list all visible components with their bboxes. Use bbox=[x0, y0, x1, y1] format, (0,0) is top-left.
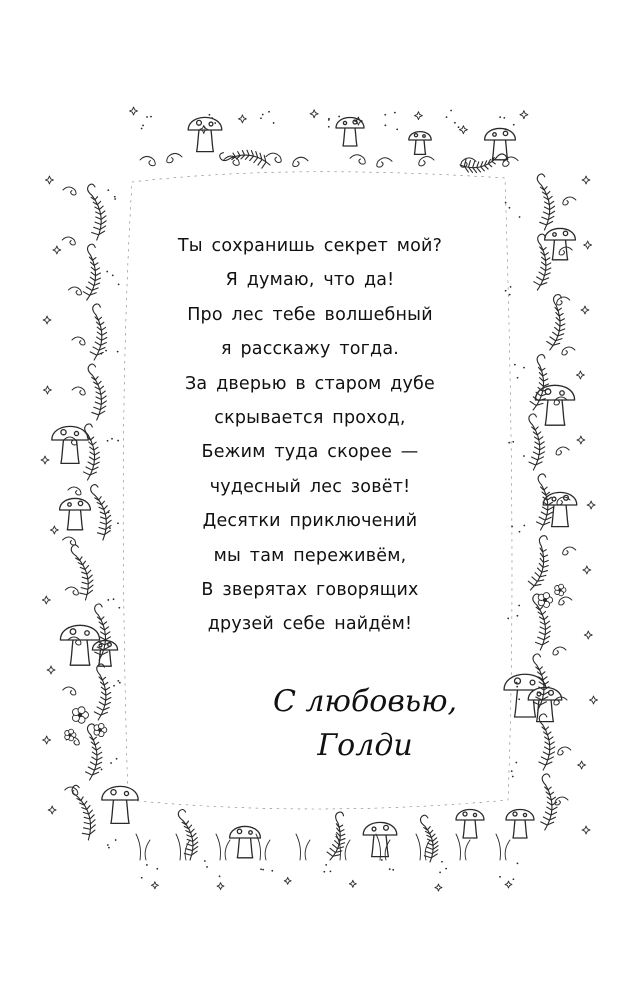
curl-drawing bbox=[68, 487, 81, 495]
star-drawing bbox=[587, 501, 595, 509]
poem-line: скрывается проход, bbox=[214, 407, 406, 428]
star-drawing bbox=[238, 115, 246, 123]
dot-drawing bbox=[117, 522, 119, 524]
star-drawing bbox=[41, 456, 49, 464]
grass-drawing bbox=[136, 834, 150, 860]
curl-drawing bbox=[72, 387, 85, 395]
dot-drawing bbox=[114, 198, 116, 200]
star-drawing bbox=[50, 526, 58, 534]
fern-drawing bbox=[86, 183, 108, 241]
dot-drawing bbox=[107, 844, 109, 846]
dot-drawing bbox=[441, 861, 443, 863]
mushroom-drawing bbox=[188, 117, 222, 151]
curl-drawing bbox=[350, 155, 365, 164]
curl-drawing bbox=[562, 347, 575, 355]
curl-drawing bbox=[559, 597, 572, 605]
dot-drawing bbox=[106, 271, 108, 273]
poem-line: чудесный лес зовёт! bbox=[209, 476, 411, 497]
grass-drawing bbox=[496, 834, 510, 860]
fern-drawing bbox=[546, 294, 570, 352]
dot-drawing bbox=[517, 862, 519, 864]
fern-drawing bbox=[528, 414, 545, 470]
poem-line: За дверью в старом дубе bbox=[184, 373, 435, 394]
fern-drawing bbox=[87, 363, 108, 420]
fern-drawing bbox=[89, 483, 114, 541]
dot-drawing bbox=[206, 866, 208, 868]
dot-drawing bbox=[338, 116, 340, 118]
dot-drawing bbox=[512, 441, 514, 443]
dot-drawing bbox=[204, 860, 206, 862]
dot-drawing bbox=[516, 615, 518, 617]
dot-drawing bbox=[450, 110, 452, 112]
dot-drawing bbox=[214, 122, 216, 124]
star-drawing bbox=[505, 881, 512, 888]
star-drawing bbox=[43, 386, 51, 394]
star-drawing bbox=[459, 126, 467, 134]
star-drawing bbox=[582, 826, 590, 834]
star-drawing bbox=[45, 176, 53, 184]
dot-drawing bbox=[118, 283, 120, 285]
dot-drawing bbox=[328, 126, 330, 128]
dot-drawing bbox=[117, 440, 119, 442]
curl-drawing bbox=[563, 197, 576, 205]
dot-drawing bbox=[262, 114, 264, 116]
star-drawing bbox=[414, 112, 422, 120]
curl-drawing bbox=[558, 747, 571, 755]
dot-drawing bbox=[523, 455, 525, 457]
dot-drawing bbox=[204, 127, 206, 129]
dot-drawing bbox=[211, 117, 213, 119]
flower-drawing bbox=[538, 593, 552, 608]
curl-drawing bbox=[555, 797, 568, 805]
dot-drawing bbox=[512, 776, 514, 778]
poem-line: В зверятах говорящих bbox=[201, 579, 419, 600]
dot-drawing bbox=[396, 128, 398, 130]
dot-drawing bbox=[112, 274, 114, 276]
star-drawing bbox=[349, 880, 356, 887]
dot-drawing bbox=[519, 216, 521, 218]
grass-drawing bbox=[216, 834, 230, 860]
dot-drawing bbox=[118, 607, 120, 609]
star-drawing bbox=[576, 371, 584, 379]
dot-drawing bbox=[323, 871, 325, 873]
dot-drawing bbox=[110, 762, 112, 764]
dot-drawing bbox=[445, 868, 447, 870]
dot-drawing bbox=[111, 438, 113, 440]
curl-drawing bbox=[65, 787, 78, 795]
dot-drawing bbox=[113, 598, 115, 600]
dot-drawing bbox=[114, 196, 116, 198]
curl-drawing bbox=[63, 537, 76, 545]
dot-drawing bbox=[107, 440, 109, 442]
star-drawing bbox=[435, 884, 442, 891]
fern-drawing bbox=[326, 811, 351, 862]
signature-name: Голди bbox=[317, 728, 413, 763]
dot-drawing bbox=[523, 367, 525, 369]
curl-drawing bbox=[419, 156, 434, 165]
mushroom-drawing bbox=[52, 426, 88, 463]
poem-line: я расскажу тогда. bbox=[220, 339, 400, 360]
dot-drawing bbox=[523, 525, 525, 527]
dot-drawing bbox=[517, 377, 519, 379]
star-drawing bbox=[43, 316, 51, 324]
dot-drawing bbox=[119, 682, 121, 684]
star-drawing bbox=[581, 306, 589, 314]
curl-drawing bbox=[266, 153, 281, 162]
star-drawing bbox=[42, 596, 50, 604]
flower-drawing bbox=[72, 707, 88, 724]
curl-drawing bbox=[65, 587, 78, 595]
star-drawing bbox=[130, 107, 138, 115]
mushroom-drawing bbox=[506, 810, 534, 839]
dot-drawing bbox=[513, 878, 515, 880]
star-drawing bbox=[583, 566, 591, 574]
dot-drawing bbox=[141, 877, 143, 879]
dot-drawing bbox=[219, 875, 221, 877]
poem bbox=[150, 229, 470, 642]
curl-drawing bbox=[72, 337, 85, 345]
flower-drawing bbox=[94, 723, 107, 736]
dot-drawing bbox=[101, 769, 103, 771]
dot-drawing bbox=[117, 680, 119, 682]
fern-drawing bbox=[419, 814, 441, 863]
dot-drawing bbox=[107, 189, 109, 191]
poem-line: Я думаю, что да! bbox=[225, 270, 395, 291]
curl-drawing bbox=[167, 153, 182, 162]
dot-drawing bbox=[260, 117, 262, 119]
curl-drawing bbox=[556, 447, 569, 455]
star-drawing bbox=[47, 666, 55, 674]
dot-drawing bbox=[454, 122, 456, 124]
dot-drawing bbox=[516, 686, 518, 688]
dot-drawing bbox=[503, 117, 505, 119]
curl-drawing bbox=[557, 297, 570, 305]
dot-drawing bbox=[328, 118, 330, 120]
curl-drawing bbox=[62, 237, 75, 245]
dot-drawing bbox=[116, 758, 118, 760]
fern-drawing bbox=[94, 664, 112, 721]
signature-greeting: С любовью, bbox=[272, 684, 458, 719]
dot-drawing bbox=[385, 124, 387, 126]
dot-drawing bbox=[262, 869, 264, 871]
flower-drawing bbox=[65, 729, 76, 741]
dot-drawing bbox=[519, 531, 521, 533]
curl-drawing bbox=[63, 187, 76, 195]
dot-drawing bbox=[518, 605, 520, 607]
dot-drawing bbox=[113, 685, 115, 687]
dot-drawing bbox=[507, 618, 509, 620]
dot-drawing bbox=[515, 762, 517, 764]
curl-drawing bbox=[553, 647, 566, 655]
dot-drawing bbox=[115, 839, 117, 841]
mushroom-drawing bbox=[230, 826, 261, 857]
poem-line: друзей себе найдём! bbox=[207, 614, 413, 635]
fern-drawing bbox=[533, 234, 553, 291]
star-drawing bbox=[217, 883, 224, 890]
dot-drawing bbox=[100, 353, 102, 355]
dot-drawing bbox=[273, 122, 275, 124]
dot-drawing bbox=[150, 116, 152, 118]
fern-drawing bbox=[70, 783, 99, 841]
star-drawing bbox=[151, 882, 158, 889]
dot-drawing bbox=[508, 442, 510, 444]
dot-drawing bbox=[105, 350, 107, 352]
curl-drawing bbox=[377, 158, 392, 167]
mushroom-drawing bbox=[485, 128, 516, 159]
mushroom-drawing bbox=[409, 132, 431, 155]
dot-drawing bbox=[268, 111, 270, 113]
fern-drawing bbox=[526, 535, 555, 593]
poem-line: Ты сохранишь секрет мой? bbox=[177, 236, 443, 256]
dot-drawing bbox=[117, 351, 119, 353]
dot-drawing bbox=[505, 290, 507, 292]
grass-drawing bbox=[176, 834, 190, 860]
fern-drawing bbox=[536, 173, 556, 230]
mushroom-drawing bbox=[60, 498, 91, 529]
star-drawing bbox=[53, 246, 61, 254]
star-drawing bbox=[520, 111, 528, 119]
grass-drawing bbox=[296, 834, 310, 860]
dot-drawing bbox=[107, 599, 109, 601]
dot-drawing bbox=[458, 126, 460, 128]
grass-drawing bbox=[256, 834, 270, 860]
dot-drawing bbox=[504, 128, 506, 130]
dot-drawing bbox=[439, 871, 441, 873]
dot-drawing bbox=[109, 527, 111, 529]
star-drawing bbox=[577, 436, 585, 444]
star-drawing bbox=[578, 761, 586, 769]
poem-line: Про лес тебе волшебный bbox=[187, 304, 433, 325]
curl-drawing bbox=[563, 547, 576, 555]
grass-drawing bbox=[416, 834, 430, 860]
star-drawing bbox=[590, 696, 598, 704]
poem-line: мы там переживём, bbox=[213, 545, 407, 566]
dot-drawing bbox=[146, 864, 148, 866]
signature bbox=[270, 680, 460, 768]
star-drawing bbox=[584, 241, 592, 249]
dot-drawing bbox=[499, 116, 501, 118]
dot-drawing bbox=[325, 864, 327, 866]
dot-drawing bbox=[446, 116, 448, 118]
dot-drawing bbox=[384, 114, 386, 116]
dot-drawing bbox=[392, 869, 394, 871]
star-drawing bbox=[43, 736, 51, 744]
curl-drawing bbox=[293, 157, 308, 166]
fern-drawing bbox=[83, 244, 104, 301]
dot-drawing bbox=[516, 682, 518, 684]
dot-drawing bbox=[394, 112, 396, 114]
star-drawing bbox=[48, 806, 56, 814]
mushroom-drawing bbox=[363, 822, 397, 856]
curl-drawing bbox=[68, 287, 81, 295]
dot-drawing bbox=[514, 364, 516, 366]
star-drawing bbox=[284, 877, 291, 884]
dot-drawing bbox=[505, 202, 507, 204]
dot-drawing bbox=[510, 286, 512, 288]
curl-drawing bbox=[63, 687, 76, 695]
dot-drawing bbox=[509, 207, 511, 209]
curl-drawing bbox=[140, 156, 155, 165]
dot-drawing bbox=[141, 128, 143, 130]
dot-drawing bbox=[146, 116, 148, 118]
fern-drawing bbox=[90, 304, 108, 361]
poem-line: Десятки приключений bbox=[202, 511, 418, 532]
dot-drawing bbox=[142, 125, 144, 127]
dot-drawing bbox=[381, 859, 383, 861]
mushroom-drawing bbox=[102, 786, 138, 823]
dot-drawing bbox=[499, 876, 501, 878]
dot-drawing bbox=[509, 294, 511, 296]
dot-drawing bbox=[389, 868, 391, 870]
dot-drawing bbox=[518, 698, 520, 700]
star-drawing bbox=[584, 631, 592, 639]
dot-drawing bbox=[209, 114, 211, 116]
dot-drawing bbox=[330, 870, 332, 872]
star-drawing bbox=[310, 110, 318, 118]
dot-drawing bbox=[513, 124, 515, 126]
fern-drawing bbox=[83, 424, 100, 480]
flower-drawing bbox=[555, 584, 566, 596]
dot-drawing bbox=[271, 870, 273, 872]
fern-drawing bbox=[70, 543, 97, 601]
mushroom-drawing bbox=[456, 810, 484, 839]
star-drawing bbox=[582, 176, 590, 184]
dot-drawing bbox=[108, 512, 110, 514]
dot-drawing bbox=[108, 847, 110, 849]
dot-drawing bbox=[156, 868, 158, 870]
dot-drawing bbox=[511, 526, 513, 528]
dot-drawing bbox=[260, 868, 262, 870]
dot-drawing bbox=[511, 770, 513, 772]
poem-line: Бежим туда скорее — bbox=[201, 442, 419, 463]
